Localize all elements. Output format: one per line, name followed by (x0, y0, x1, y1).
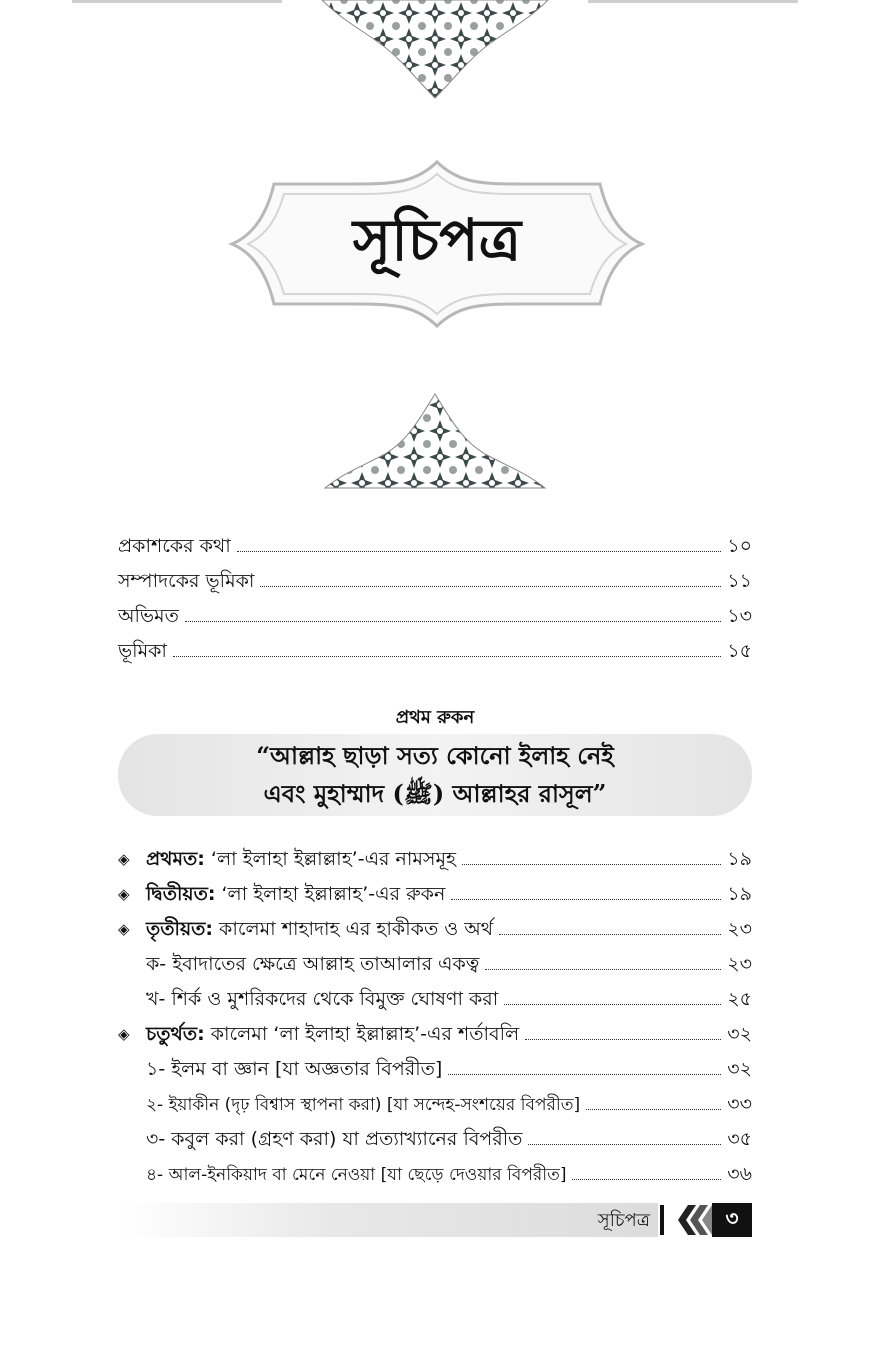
toc-entry-page: ১৩ (727, 605, 752, 627)
section-heading: প্রথম রুকন (395, 707, 475, 728)
item-page: ২৩ (727, 953, 752, 975)
toc-entry-label: অভিমত (118, 605, 179, 627)
toc-item[interactable] (118, 1115, 752, 1149)
toc-item[interactable] (118, 1150, 752, 1184)
diamond-bullet-icon: ◈ (118, 920, 130, 938)
top-ornament-icon (318, 0, 552, 100)
top-rule-left (72, 0, 282, 3)
item-page: ১৯ (727, 883, 752, 905)
diamond-bullet-icon: ◈ (118, 1025, 130, 1043)
toc-entry[interactable] (118, 627, 752, 661)
dot-leader (586, 1109, 721, 1110)
diamond-bullet-icon: ◈ (118, 885, 130, 903)
dot-leader (185, 621, 721, 622)
toc-item[interactable] (118, 940, 752, 974)
item-page: ২৫ (727, 988, 752, 1010)
item-label: ৪- আল-ইনকিয়াদ বা মেনে নেওয়া [যা ছেড়ে দেওয়ার বিপরীত] (146, 1165, 567, 1185)
item-label: ৩- কবুল করা (গ্রহণ করা) যা প্রত্যাখ্যানের বিপরীত (146, 1128, 523, 1150)
footer-label: সূচিপত্র (597, 1210, 650, 1231)
dot-leader (260, 586, 721, 587)
page-number: ৩ (712, 1203, 752, 1237)
toc-entry-page: ১৫ (727, 640, 752, 662)
toc-entry-page: ১০ (727, 535, 752, 557)
toc-entry-page: ১১ (727, 570, 752, 592)
dot-leader (173, 656, 721, 657)
item-label: ‘লা ইলাহা ইল্লাল্লাহ’-এর রুকন (215, 883, 446, 905)
item-label: ক- ইবাদাতের ক্ষেত্রে আল্লাহ তাআলার একত্ব (146, 953, 480, 975)
item-page: ৩২ (727, 1058, 752, 1080)
toc-entry[interactable] (118, 557, 752, 591)
item-label: কালেমা শাহাদাহ এর হাকীকত ও অর্থ (213, 918, 494, 940)
item-label: খ- শির্ক ও মুশরিকদের থেকে বিমুক্ত ঘোষণা করা (146, 988, 499, 1010)
item-label: ‘লা ইলাহা ইল্লাল্লাহ’-এর নামসমূহ (204, 848, 456, 870)
item-page: ৩৩ (727, 1093, 752, 1115)
toc-item[interactable] (118, 835, 752, 869)
item-page: ৩২ (727, 1023, 752, 1045)
toc-item[interactable] (118, 1080, 752, 1114)
dot-leader (485, 969, 721, 970)
dot-leader (572, 1179, 721, 1180)
item-page: ২৩ (727, 918, 752, 940)
banner-line-2: এবং মুহাম্মাদ (ﷺ) আল্লাহর রাসূল” (263, 779, 607, 808)
toc-item[interactable] (118, 975, 752, 1009)
item-bold-label: দ্বিতীয়ত: (146, 883, 216, 905)
middle-ornament-icon (323, 392, 547, 490)
toc-entry-label: সম্পাদকের ভূমিকা (118, 570, 255, 592)
toc-entry[interactable] (118, 522, 752, 556)
toc-item[interactable] (118, 905, 752, 939)
toc-item[interactable] (118, 1045, 752, 1079)
toc-item[interactable] (118, 1010, 752, 1044)
chevron-left-icon (674, 1203, 714, 1237)
diamond-bullet-icon: ◈ (118, 850, 130, 868)
item-page: ১৯ (727, 848, 752, 870)
item-label: ২- ইয়াকীন (দৃঢ় বিশ্বাস স্থাপনা করা) [যা সন্দেহ-সংশয়ের বিপরীত] (146, 1095, 581, 1115)
dot-leader (451, 899, 721, 900)
dot-leader (504, 1004, 721, 1005)
item-label: কালেমা ‘লা ইলাহা ইল্লাল্লাহ’-এর শর্তাবলি (204, 1023, 520, 1045)
dot-leader (448, 1074, 721, 1075)
top-rule-right (588, 0, 798, 3)
toc-entry[interactable] (118, 592, 752, 626)
footer-separator (660, 1205, 664, 1235)
item-label: ১- ইলম বা জ্ঞান [যা অজ্ঞতার বিপরীত] (146, 1058, 443, 1080)
dot-leader (499, 934, 721, 935)
item-bold-label: তৃতীয়ত: (146, 918, 213, 940)
banner-line-1: “আল্লাহ ছাড়া সত্য কোনো ইলাহ নেই (256, 741, 614, 770)
toc-entry-label: প্রকাশকের কথা (118, 535, 231, 557)
page-title: সূচিপত্র (352, 205, 522, 274)
dot-leader (462, 864, 721, 865)
dot-leader (525, 1039, 721, 1040)
toc-entry-label: ভূমিকা (118, 640, 167, 662)
dot-leader (528, 1144, 721, 1145)
item-page: ৩৫ (727, 1128, 752, 1150)
item-page: ৩৬ (727, 1163, 752, 1185)
dot-leader (237, 551, 722, 552)
item-bold-label: প্রথমত: (146, 848, 205, 870)
item-bold-label: চতুর্থত: (146, 1023, 205, 1045)
toc-item[interactable] (118, 870, 752, 904)
